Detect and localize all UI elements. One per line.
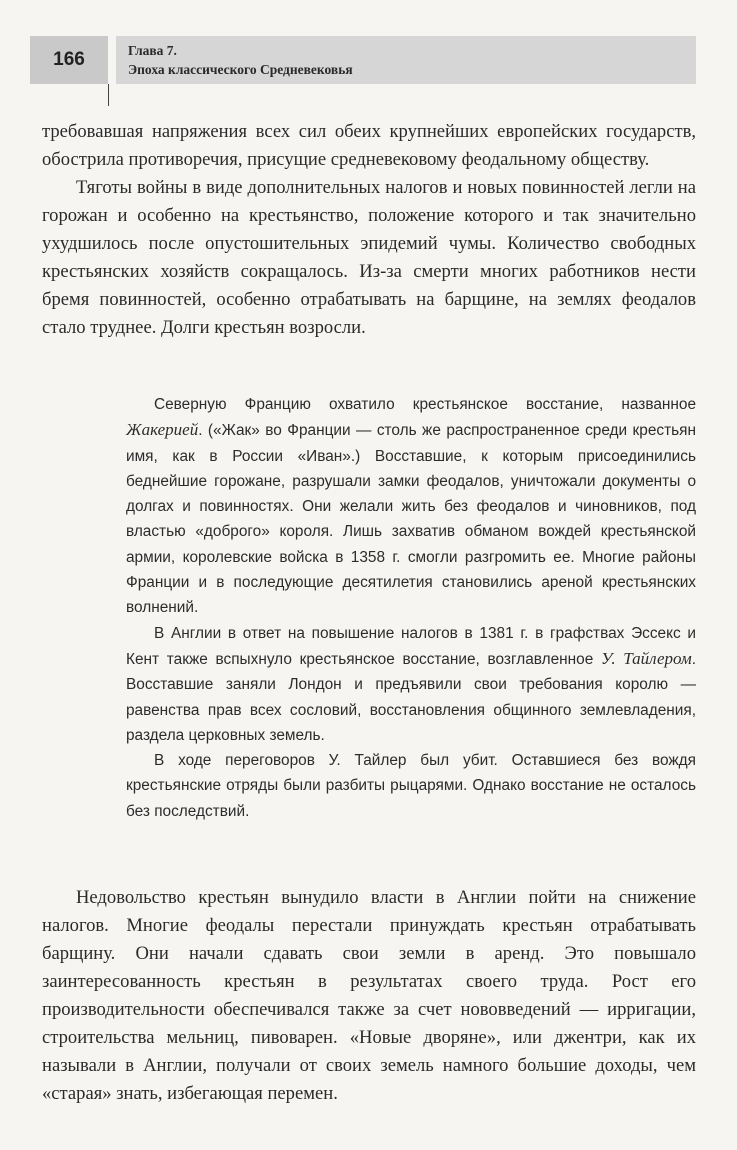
main-text-top xyxy=(42,118,696,342)
page-header xyxy=(30,36,696,84)
emphasis: Жакерией xyxy=(126,420,199,440)
chapter-heading xyxy=(116,36,696,84)
inset-paragraph: Северную Францию охватило крестьянское восстание, названное Жакерией. («Жак» во Франции — столь же распространенное среди крестьян имя, как в России «Иван».) Восставшие, к которым присоединились беднейшие горожане, разрушали замки феодалов, уничтожали документы о долгах и повинностях. Они желали жить без феодалов и чиновников, под властью «доброго» короля. Лишь захватив обманом вождей крестьянской армии, королевские войска в 1358 г. смогли разгромить ее. Многие районы Франции и в последующие десятилетия становились ареной крестьянских волнений. xyxy=(126,396,696,617)
emphasis: У. Тайлером xyxy=(600,648,692,668)
paragraph: Тяготы войны в виде дополнительных налогов и новых повинностей легли на горожан и особенно на крестьянство, положение которого и так значительно ухудшилось после опустошительных эпидемий чумы. Количество свободных крестьянских хозяйств сокращалось. Из-за смерти многих работников нести бремя повинностей, особенно отрабатывать на барщине, на землях феодалов стало труднее. Долги крестьян возросли. xyxy=(42,177,696,338)
paragraph: Недовольство крестьян вынудило власти в Англии пойти на снижение налогов. Многие феодалы перестали принуждать крестьян отрабатывать барщину. Они начали сдавать свои земли в аренд. Это повышало заинтересованность крестьян в результатах своего труда. Рост его производительности обеспечивался также за счет нововведений — ирригации, строительства мельниц, пивоварен. «Новые дворяне», или джентри, как их называли в Англии, получали от своих земель намного большие доходы, чем «старая» знать, избегающая перемен. xyxy=(42,887,696,1104)
inset-text-block xyxy=(126,392,696,824)
chapter-label: Глава 7. xyxy=(128,43,177,58)
main-text-bottom xyxy=(42,884,696,1108)
header-divider xyxy=(108,84,109,106)
chapter-title: Эпоха классического Средневековья xyxy=(128,62,353,77)
page-number: 166 xyxy=(30,36,108,84)
inset-paragraph: В ходе переговоров У. Тайлер был убит. Оставшиеся без вождя крестьянские отряды были разбиты рыцарями. Однако восстание не осталось без последствий. xyxy=(126,752,696,820)
inset-paragraph: В Англии в ответ на повышение налогов в 1381 г. в графствах Эссекс и Кент также вспыхнуло крестьянское восстание, возглавленное У. Тайлером. Восставшие заняли Лондон и предъявили свои требования королю — равенства прав всех сословий, восстановления общинного землевладения, раздела церковных земель. xyxy=(126,624,696,744)
paragraph: требовавшая напряжения всех сил обеих крупнейших европейских государств, обострила противоречия, присущие средневековому феодальному обществу. xyxy=(42,121,696,170)
